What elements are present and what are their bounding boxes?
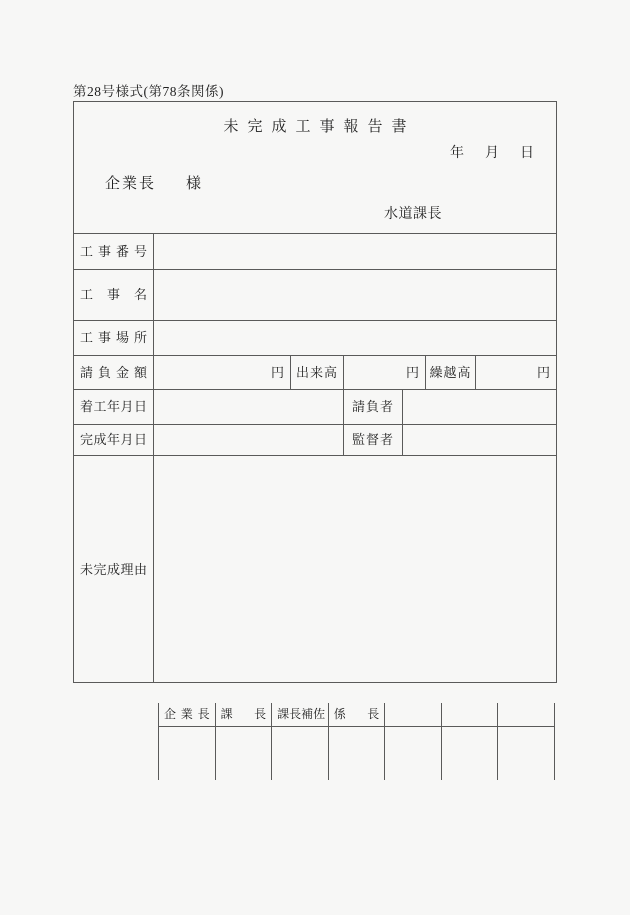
construction-name-value: [154, 270, 556, 320]
construction-number-value: [154, 234, 556, 269]
date-line: [450, 142, 534, 162]
progress-amount-unit: 円: [405, 365, 419, 380]
contract-amount-value: [154, 356, 291, 389]
addressee-line: [105, 172, 201, 193]
row-start-date: [74, 389, 556, 424]
row-construction-number: [74, 233, 556, 269]
construction-site-value: [154, 321, 556, 355]
approval-stamp-cell: [384, 727, 441, 780]
approval-stamp-row: [158, 727, 555, 780]
report-header: [74, 102, 556, 233]
sender-label: 水道課長: [384, 207, 442, 222]
row-amounts: [74, 355, 556, 389]
approval-stamp-cell: [328, 727, 385, 780]
completion-date-value: [154, 425, 344, 455]
start-date-value: [154, 390, 344, 424]
approval-column-header: 係長: [328, 703, 385, 726]
date-month-label: 月: [485, 146, 499, 161]
incomplete-reason-value: [154, 456, 556, 682]
contract-amount-label: 請負金額: [74, 356, 154, 389]
addressee-label: 企業長: [105, 176, 157, 192]
progress-amount-value: [344, 356, 426, 389]
supervisor-value: [403, 425, 556, 455]
row-completion-date: [74, 424, 556, 455]
approval-header-row: [158, 703, 555, 727]
construction-site-label: 工事場所: [74, 321, 154, 355]
approval-column-header: [384, 703, 441, 726]
approval-stamp-cell: [441, 727, 498, 780]
approval-stamp-table: [158, 703, 555, 780]
approval-column-header: [441, 703, 498, 726]
approval-stamp-cell: [215, 727, 272, 780]
approval-column-header: 課長補佐: [271, 703, 328, 726]
form-number-note: 第28号様式(第78条関係): [73, 84, 224, 99]
contract-amount-unit: 円: [270, 365, 284, 380]
date-year-label: 年: [450, 146, 464, 161]
contractor-label: 請負者: [344, 390, 403, 424]
approval-stamp-cell: [158, 727, 215, 780]
supervisor-label: 監督者: [344, 425, 403, 455]
completion-date-label: 完成年月日: [74, 425, 154, 455]
start-date-label: 着工年月日: [74, 390, 154, 424]
approval-column-header: 課長: [215, 703, 272, 726]
date-day-label: 日: [520, 146, 534, 161]
approval-stamp-cell: [497, 727, 555, 780]
report-form-table: [73, 101, 557, 683]
row-construction-site: [74, 320, 556, 355]
construction-number-label: 工事番号: [74, 234, 154, 269]
approval-column-header: [497, 703, 555, 726]
row-construction-name: [74, 269, 556, 320]
carryover-amount-label: 繰越高: [426, 356, 476, 389]
carryover-amount-value: [476, 356, 556, 389]
construction-name-label: 工事名: [74, 270, 154, 320]
carryover-amount-unit: 円: [536, 365, 550, 380]
report-title: 未完成工事報告書: [223, 119, 416, 135]
approval-column-header: 企業長: [158, 703, 215, 726]
row-incomplete-reason: [74, 455, 556, 682]
progress-amount-label: 出来高: [291, 356, 344, 389]
contractor-value: [403, 390, 556, 424]
incomplete-reason-label: 未完成理由: [74, 456, 154, 682]
honorific-label: 様: [186, 176, 202, 192]
approval-stamp-cell: [271, 727, 328, 780]
